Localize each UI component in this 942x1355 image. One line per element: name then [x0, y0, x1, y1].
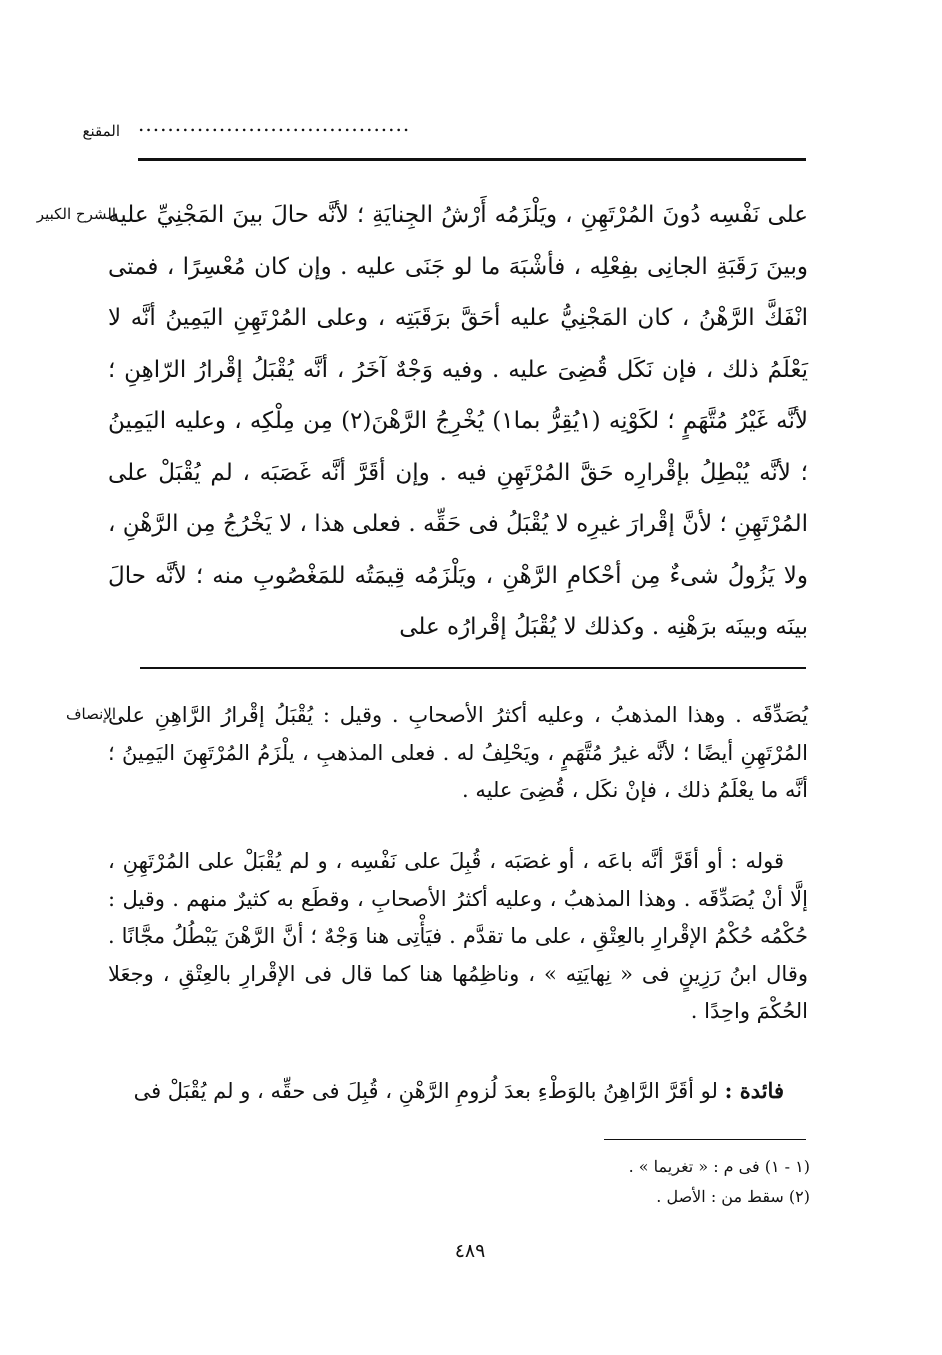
- section-divider: [140, 667, 806, 669]
- faida-label: فائدة :: [724, 1078, 784, 1103]
- book-title-header: المقنع: [82, 122, 120, 140]
- header-divider: [138, 158, 806, 161]
- header-dotted-leader: .....................................: [138, 112, 411, 136]
- insaf-paragraph-3: [108, 1072, 808, 1111]
- sharh-main-text: على نَفْسِه دُونَ المُرْتَهِنِ ، ويَلْزَمُه أَرْشُ الجِنايَةِ ؛ لأنَّه حالَ بينَ المَجْنِيِّ عليه وبينَ رَقَبَةِ الجانِى بفِعْلِه ، فأشْبَهَ ما لو جَنَى عليه . وإن كان مُعْسِرًا ، فمتى انْفَكَّ الرَّهْنُ ، كان المَجْنِيُّ عليه أحَقَّ برَقَبَتِه ، وعلى المُرْتَهِنِ اليَمِينُ أنَّه لا يَعْلَمُ ذلك ، فإن نَكَل قُضِىَ عليه . وفيه وَجْهٌ آخَرُ ، أنَّه يُقْبَلُ إقْرارُ الرّاهِنِ ؛ لأنَّه غَيْرُ مُتَّهَمٍ ؛ لكَوْنِه (١يُقِرُّ بما١) يُخْرِجُ الرَّهْنَ(٢) مِن مِلْكِه ، وعليه اليَمِينُ ؛ لأنَّه يُبْطِلُ بإقْرارِه حَقَّ المُرْتَهِنِ فيه . وإن أقَرَّ أنَّه غَصَبَه ، لم يُقْبَلْ على المُرْتَهِنِ ؛ لأنَّ إقْرارَ غيرِه لا يُقْبَلُ فى حَقِّه . فعلى هذا ، لا يَخْرُجُ مِن الرَّهْنِ ، ولا يَزُولُ شىءٌ مِن أحْكامِ الرَّهْنِ ، ويَلْزَمُه قِيمَتُه للمَغْصُوبِ منه ؛ لأنَّه حالَ بينَه وبينَه برَهْنِه . وكذلك لا يُقْبَلُ إقْرارُه على: [108, 202, 809, 640]
- page-number: ٤٨٩: [454, 1240, 486, 1262]
- section-label-insaf: الإنصاف: [65, 705, 116, 723]
- footnote-divider: [604, 1139, 806, 1140]
- insaf-paragraph-2: قوله : أو أقَرَّ أنَّه باعَه ، أو غصَبَه ، قُبِلَ على نَفْسِه ، و لم يُقْبَلْ على المُرْتَهِنِ ، إلَّا أنْ يُصَدِّقَه . وهذا المذهبُ ، وعليه أكثرُ الأصحابِ ، وقطَع به كثيرٌ منهم . وقيل : حُكْمُه حُكْمُ الإقْرارِ بالعِتْقِ ، على ما تقدَّم . فيَأْتِى هنا وَجْهٌ ؛ أنَّ الرَّهْنَ يَبْطُلُ مجَّانًا . وقال ابنُ رَزِينٍ فى « نِهايَتِه » ، وناظِمُها هنا كما قال فى الإقْرارِ بالعِتْقِ ، وجعَلا الحُكْمَ واحِدًا .: [108, 849, 808, 1023]
- section-label-sharh: الشرح الكبير: [36, 205, 116, 223]
- footnote-1: (١ - ١) فى م : « تغريما » .: [628, 1157, 810, 1176]
- footnote-2: (٢) سقط من : الأصل .: [656, 1187, 810, 1206]
- faida-text: لو أقَرَّ الرَّاهِنُ بالوَطْءِ بعدَ لُزومِ الرَّهْنِ ، قُبِلَ فى حقِّه ، و لم يُقْبَلْ فى: [133, 1079, 718, 1103]
- insaf-paragraph-1: يُصَدِّقَه . وهذا المذهبُ ، وعليه أكثرُ الأصحابِ . وقيل : يُقْبَلُ إقْرارُ الرَّاهِنِ على المُرْتَهِنِ أيضًا ؛ لأنَّه غيرُ مُتَّهَمٍ ، ويَحْلِفُ له . فعلى المذهبِ ، يلْزَمُ المُرْتَهِنَ اليَمِينُ ؛ أنَّه ما يعْلَمُ ذلك ، فإنْ نكَل ، قُضِىَ عليه .: [108, 703, 808, 802]
